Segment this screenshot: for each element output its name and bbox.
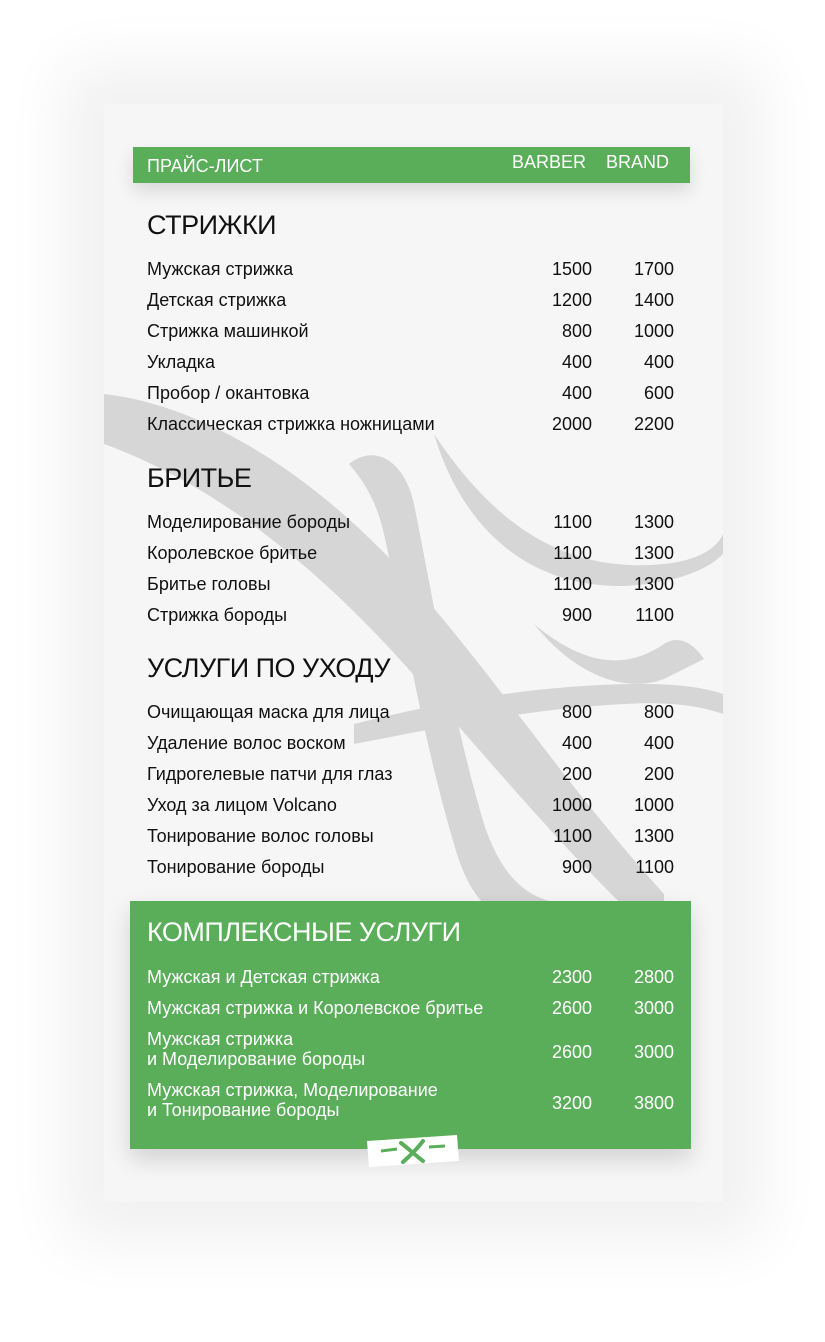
service-name xyxy=(147,1029,365,1069)
price-brand: 2200 xyxy=(633,414,674,434)
price-row xyxy=(147,414,674,445)
service-name: Детская стрижка xyxy=(147,290,287,310)
service-name: Очищающая маска для лица xyxy=(147,702,390,722)
price-brand: 3800 xyxy=(633,1093,674,1113)
column-header-barber: BARBER xyxy=(512,152,587,172)
price-brand: 600 xyxy=(643,383,674,403)
column-header-brand: BRAND xyxy=(606,152,670,172)
price-row xyxy=(147,352,674,383)
price-barber: 2000 xyxy=(551,414,592,434)
price-brand: 1100 xyxy=(635,605,674,625)
price-barber: 800 xyxy=(561,702,592,722)
service-name: Укладка xyxy=(147,352,216,372)
service-name: Стрижка бороды xyxy=(147,605,288,625)
price-row xyxy=(147,795,674,826)
price-brand: 1400 xyxy=(633,290,674,310)
price-brand: 1300 xyxy=(633,574,674,594)
price-row xyxy=(147,605,674,636)
service-name: Тонирование бороды xyxy=(147,857,325,877)
service-name xyxy=(147,1080,438,1120)
price-barber: 1100 xyxy=(553,543,592,563)
complex-services-panel xyxy=(130,901,691,1149)
price-row xyxy=(147,259,674,290)
scissors-tag-icon xyxy=(367,1135,459,1169)
price-row xyxy=(147,574,674,605)
price-barber: 2600 xyxy=(551,1042,592,1062)
price-brand: 1300 xyxy=(633,543,674,563)
price-barber: 1100 xyxy=(553,574,592,594)
price-barber: 900 xyxy=(561,605,592,625)
price-brand: 1000 xyxy=(633,795,674,815)
price-barber: 1100 xyxy=(553,512,592,532)
price-brand: 400 xyxy=(643,733,674,753)
service-name-line2: и Тонирование бороды xyxy=(147,1100,340,1120)
service-name: Моделирование бороды xyxy=(147,512,351,532)
price-row xyxy=(147,1029,674,1080)
service-name: Мужская стрижка xyxy=(147,259,294,279)
service-name: Мужская стрижка и Королевское бритье xyxy=(147,998,484,1018)
price-barber: 1500 xyxy=(551,259,592,279)
price-barber: 1000 xyxy=(551,795,592,815)
service-name: Гидрогелевые патчи для глаз xyxy=(147,764,393,784)
price-barber: 400 xyxy=(561,733,592,753)
service-name-line1: Мужская стрижка, Моделирование xyxy=(147,1080,438,1100)
price-row xyxy=(147,290,674,321)
service-name: Мужская и Детская стрижка xyxy=(147,967,380,987)
price-row xyxy=(147,764,674,795)
price-barber: 3200 xyxy=(551,1093,592,1113)
section-title-shaving: БРИТЬЕ xyxy=(147,463,252,493)
section-complex-list xyxy=(147,967,674,1131)
price-barber: 800 xyxy=(561,321,592,341)
price-row xyxy=(147,857,674,888)
price-barber: 1100 xyxy=(553,826,592,846)
price-brand: 3000 xyxy=(633,998,674,1018)
service-name: Стрижка машинкой xyxy=(147,321,309,341)
service-name: Бритье головы xyxy=(147,574,271,594)
price-brand: 2800 xyxy=(633,967,674,987)
section-care-list xyxy=(147,702,674,888)
service-name: Уход за лицом Volcano xyxy=(147,795,337,815)
price-brand: 800 xyxy=(643,702,674,722)
price-row xyxy=(147,512,674,543)
price-barber: 900 xyxy=(561,857,592,877)
section-title-haircuts: СТРИЖКИ xyxy=(147,210,277,240)
section-haircuts-list xyxy=(147,259,674,445)
service-name: Тонирование волос головы xyxy=(147,826,374,846)
service-name: Пробор / окантовка xyxy=(147,383,310,403)
price-barber: 400 xyxy=(561,352,592,372)
price-brand: 200 xyxy=(643,764,674,784)
section-title-complex: КОМПЛЕКСНЫЕ УСЛУГИ xyxy=(147,917,461,947)
price-row xyxy=(147,733,674,764)
price-row xyxy=(147,321,674,352)
price-brand: 3000 xyxy=(633,1042,674,1062)
price-row xyxy=(147,998,674,1029)
service-name: Классическая стрижка ножницами xyxy=(147,414,435,434)
service-name-line2: и Моделирование бороды xyxy=(147,1049,366,1069)
price-brand: 400 xyxy=(643,352,674,372)
service-name-line1: Мужская стрижка xyxy=(147,1029,294,1049)
service-name: Королевское бритье xyxy=(147,543,318,563)
price-brand: 1700 xyxy=(633,259,674,279)
price-barber: 2600 xyxy=(551,998,592,1018)
price-list-card xyxy=(104,104,723,1202)
price-barber: 2300 xyxy=(551,967,592,987)
service-name: Удаление волос воском xyxy=(147,733,346,753)
price-brand: 1300 xyxy=(633,826,674,846)
price-row xyxy=(147,1080,674,1131)
price-barber: 400 xyxy=(561,383,592,403)
price-barber: 200 xyxy=(561,764,592,784)
header-bar xyxy=(133,147,690,183)
page-title: ПРАЙС-ЛИСТ xyxy=(147,156,263,176)
price-row xyxy=(147,702,674,733)
price-row xyxy=(147,543,674,574)
price-brand: 1300 xyxy=(633,512,674,532)
section-shaving-list xyxy=(147,512,674,636)
price-row xyxy=(147,383,674,414)
price-brand: 1100 xyxy=(635,857,674,877)
price-row xyxy=(147,826,674,857)
price-row xyxy=(147,967,674,998)
price-barber: 1200 xyxy=(551,290,592,310)
section-title-care: УСЛУГИ ПО УХОДУ xyxy=(147,653,390,683)
price-brand: 1000 xyxy=(633,321,674,341)
